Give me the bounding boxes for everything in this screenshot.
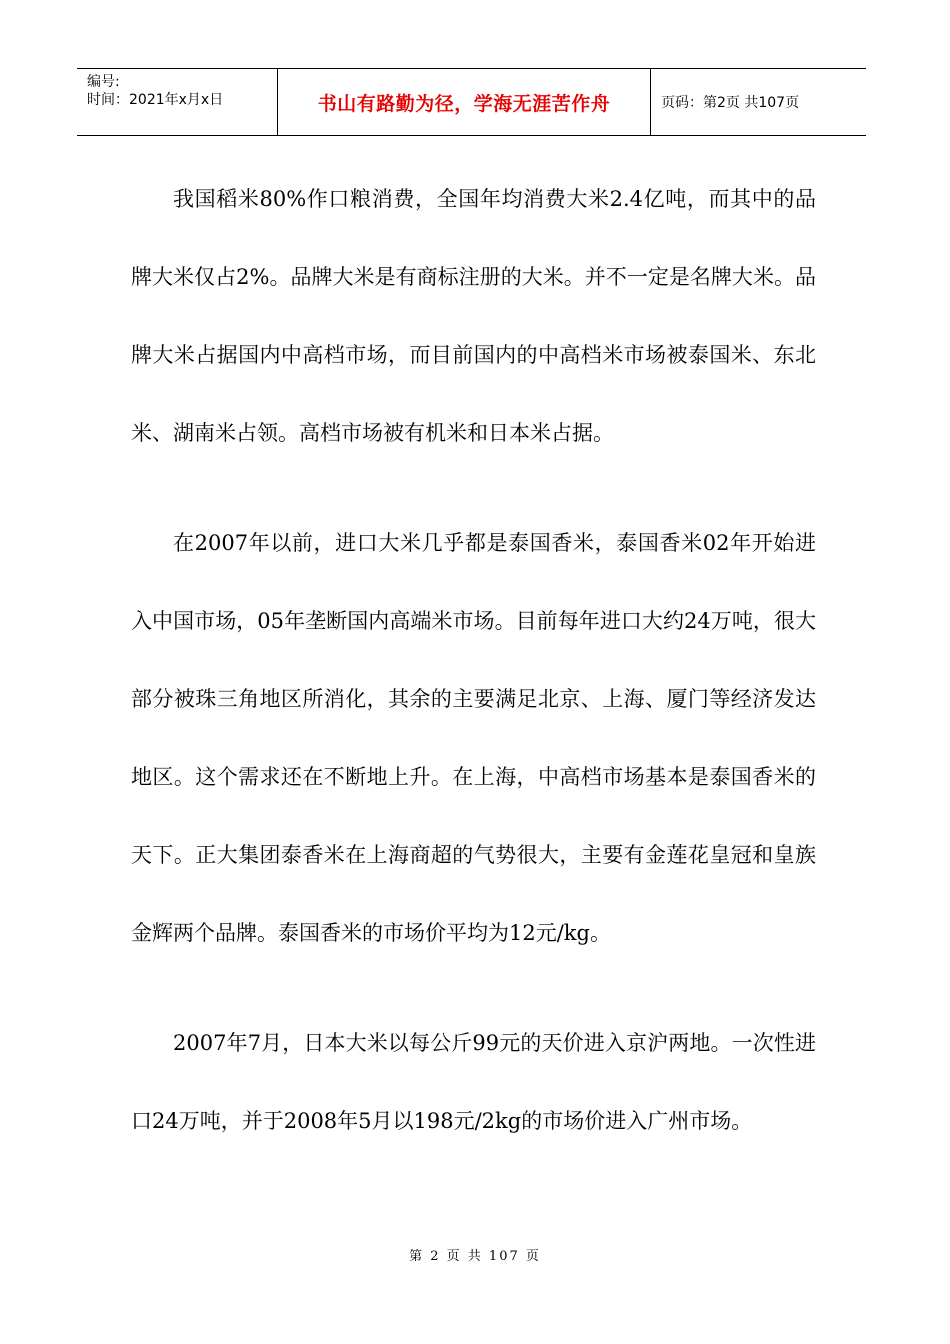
page-footer: 第 2 页 共 107 页 <box>409 1249 541 1264</box>
paragraph-1: 我国稻米80%作口粮消费，全国年均消费大米2.4亿吨，而其中的品牌大米仅占2%。品牌大米是有商标注册的大米。并不一定是名牌大米。品牌大米占据国内中高档市场，而目前国内的中高档米市场被泰国米、东北米、湖南米占领。高档市场被有机米和日本米占据。 <box>131 187 816 445</box>
header-motto: 书山有路勤为径，学海无涯苦作舟 <box>278 69 651 135</box>
document-body <box>131 160 816 1160</box>
serial-number-label: 编号: <box>87 74 120 90</box>
date-line: 时间：2021年x月x日 <box>87 92 224 108</box>
page-header <box>77 68 866 136</box>
paragraph-3: 2007年7月，日本大米以每公斤99元的天价进入京沪两地。一次性进口24万吨，并于2008年5月以198元/2kg的市场价进入广州市场。 <box>131 1031 816 1133</box>
header-meta-cell <box>77 69 278 135</box>
header-page-info: 页码：第2页 共107页 <box>661 95 800 111</box>
paragraph-2: 在2007年以前，进口大米几乎都是泰国香米，泰国香米02年开始进入中国市场，05年垄断国内高端米市场。目前每年进口大约24万吨，很大部分被珠三角地区所消化，其余的主要满足北京、上海、厦门等经济发达地区。这个需求还在不断地上升。在上海，中高档市场基本是泰国香米的天下。正大集团泰香米在上海商超的气势很大，主要有金莲花皇冠和皇族金辉两个品牌。泰国香米的市场价平均为12元/kg。 <box>131 531 816 945</box>
